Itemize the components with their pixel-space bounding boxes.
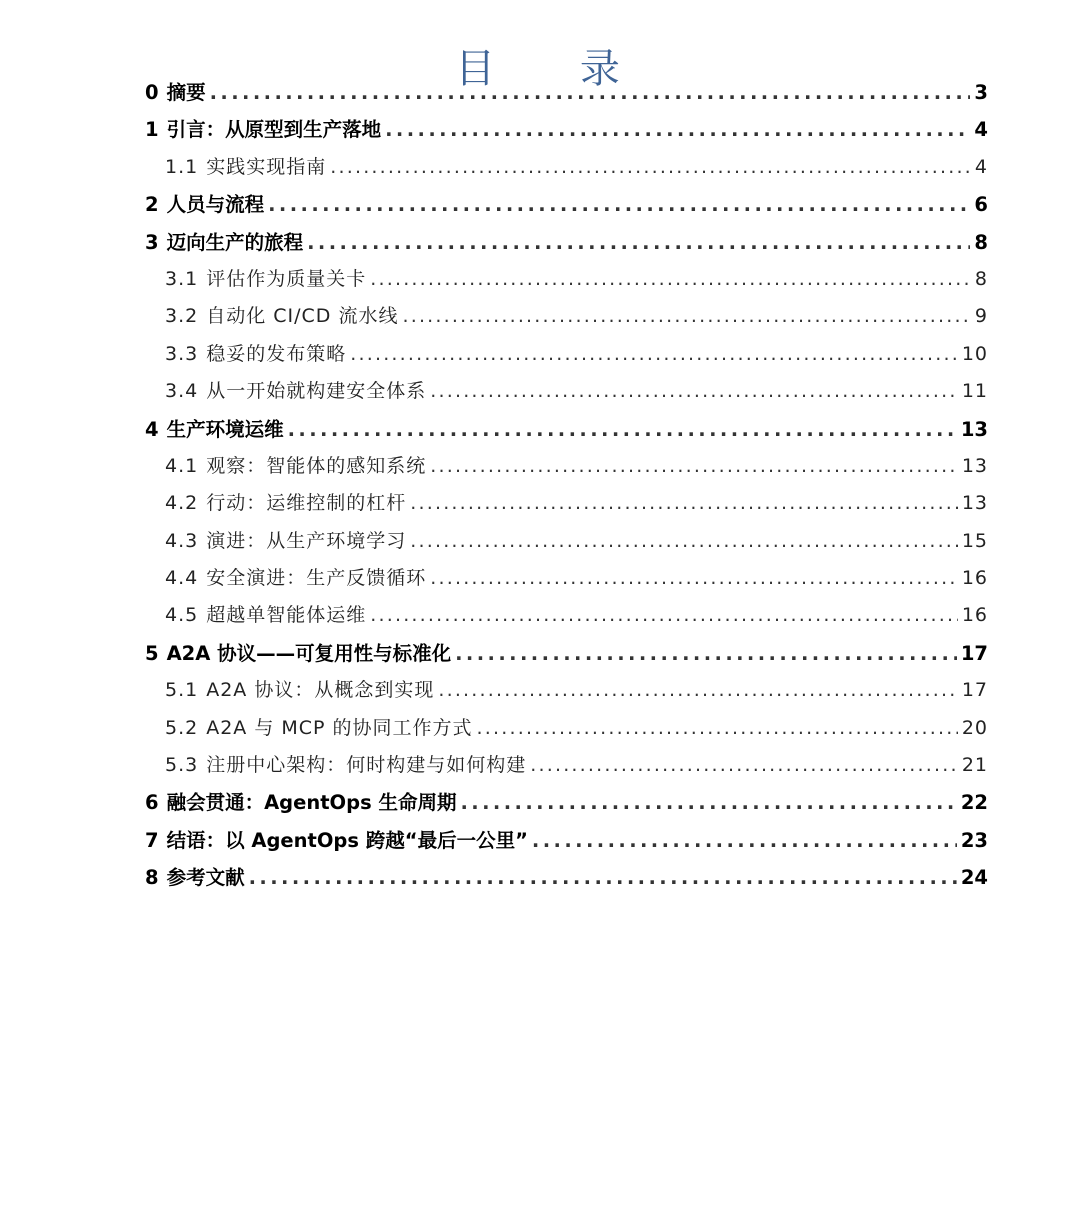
- toc-dot-leader: [288, 411, 957, 448]
- toc-entry-label: [145, 186, 264, 223]
- toc-dot-leader: [455, 635, 957, 672]
- toc-dot-leader: [532, 822, 957, 859]
- toc-entry-page-number: 17: [960, 641, 988, 665]
- toc-entry[interactable]: [145, 448, 988, 485]
- toc-entry[interactable]: [145, 411, 988, 448]
- toc-entry[interactable]: [145, 485, 988, 522]
- toc-entry-number: 4.2: [165, 492, 199, 515]
- toc-dot-leader: [268, 186, 970, 223]
- toc-entry-title: 稳妥的发布策略: [206, 342, 347, 365]
- toc-entry[interactable]: [145, 298, 988, 335]
- toc-entry-page-number: 22: [960, 791, 988, 815]
- toc-entry-title: 演进：从生产环境学习: [206, 529, 407, 552]
- toc-entry-label: [145, 74, 206, 111]
- toc-entry-page-number: 13: [961, 454, 988, 477]
- toc-dot-leader: [461, 784, 957, 821]
- toc-entry[interactable]: [145, 635, 988, 672]
- toc-entry-number: 5.2: [165, 716, 199, 739]
- toc-entry-number: 1.1: [165, 155, 199, 178]
- toc-entry[interactable]: [145, 859, 988, 896]
- toc-entry-number: 4.3: [165, 529, 199, 552]
- toc-entry-page-number: 20: [961, 716, 988, 739]
- toc-entry-page-number: 4: [974, 118, 988, 142]
- toc-entry-label: [165, 597, 366, 634]
- toc-entry[interactable]: [145, 523, 988, 560]
- toc-entry-title: 摘要: [166, 81, 206, 104]
- toc-entry-number: 1: [145, 118, 159, 142]
- toc-entry-title: 参考文献: [166, 866, 245, 890]
- toc-dot-leader: [249, 859, 957, 896]
- toc-entry-title: 从一开始就构建安全体系: [206, 380, 427, 403]
- toc-entry-title: A2A 协议——可复用性与标准化: [166, 641, 452, 665]
- toc-entry-number: 3.3: [165, 342, 199, 365]
- toc-entry-label: [165, 747, 526, 784]
- toc-dot-leader: [370, 261, 971, 298]
- toc-entry-page-number: 6: [974, 193, 988, 217]
- toc-entry[interactable]: [145, 373, 988, 410]
- toc-entry-number: 4.4: [165, 567, 199, 590]
- toc-entry-page-number: 15: [961, 529, 988, 552]
- toc-entry-number: 0: [145, 81, 159, 104]
- toc-entry-page-number: 9: [974, 305, 988, 328]
- toc-entry-label: [145, 224, 303, 261]
- toc-entry-label: [165, 373, 426, 410]
- toc-entry[interactable]: [145, 336, 988, 373]
- toc-dot-leader: [530, 747, 958, 784]
- toc-entry-label: [165, 485, 406, 522]
- toc-dot-leader: [330, 149, 971, 186]
- toc-entry-label: [165, 298, 398, 335]
- toc-entry-title: 融会贯通：AgentOps 生命周期: [166, 791, 457, 815]
- toc-entry-page-number: 13: [961, 492, 988, 515]
- toc-entry-number: 3.1: [165, 267, 199, 290]
- toc-entry-number: 8: [145, 866, 159, 890]
- toc-entry[interactable]: [145, 784, 988, 821]
- toc-entry-number: 5: [145, 641, 159, 665]
- toc-entry[interactable]: [145, 822, 988, 859]
- page-title: 目 录: [455, 45, 656, 92]
- toc-dot-leader: [430, 373, 958, 410]
- toc-entry-title: A2A 与 MCP 的协同工作方式: [206, 716, 473, 739]
- toc-entry-page-number: 23: [960, 828, 988, 852]
- toc-entry-page-number: 3: [974, 81, 988, 104]
- toc-entry[interactable]: [145, 111, 988, 148]
- toc-entry[interactable]: [145, 224, 988, 261]
- toc-dot-leader: [350, 336, 958, 373]
- toc-entry-title: 引言：从原型到生产落地: [166, 118, 382, 142]
- toc-dot-leader: [430, 448, 958, 485]
- toc-entry[interactable]: [145, 672, 988, 709]
- toc-entry-number: 4.1: [165, 454, 199, 477]
- toc-entry-number: 5.3: [165, 754, 199, 777]
- toc-entry-number: 4.5: [165, 604, 199, 627]
- toc-entry-title: A2A 协议：从概念到实现: [206, 679, 435, 702]
- toc-entry-label: [165, 523, 406, 560]
- toc-dot-leader: [402, 298, 970, 335]
- toc-entry-number: 3.4: [165, 380, 199, 403]
- toc-entry-page-number: 17: [961, 679, 988, 702]
- toc-dot-leader: [477, 710, 958, 747]
- toc-entry-number: 7: [145, 828, 159, 852]
- toc-entry-number: 3.2: [165, 305, 199, 328]
- toc-entry-title: 自动化 CI/CD 流水线: [206, 305, 399, 328]
- toc-entry-title: 实践实现指南: [206, 155, 327, 178]
- toc-entry-label: [145, 411, 284, 448]
- toc-entry-title: 迈向生产的旅程: [166, 230, 304, 254]
- toc-entry[interactable]: [145, 597, 988, 634]
- toc-entry-page-number: 13: [960, 417, 988, 441]
- toc-entry-label: [165, 149, 326, 186]
- toc-entry-number: 6: [145, 791, 159, 815]
- toc-entry-label: [165, 710, 473, 747]
- toc-dot-leader: [438, 672, 957, 709]
- toc-entry-title: 人员与流程: [166, 193, 265, 217]
- toc-dot-leader: [410, 485, 958, 522]
- toc-entry-number: 4: [145, 417, 159, 441]
- toc-entry-label: [145, 859, 245, 896]
- toc-entry[interactable]: [145, 747, 988, 784]
- toc-entry-title: 生产环境运维: [166, 417, 284, 441]
- toc-dot-leader: [410, 523, 958, 560]
- toc-entry-page-number: 24: [960, 866, 988, 890]
- table-of-contents: [145, 74, 988, 897]
- toc-entry-page-number: 10: [961, 342, 988, 365]
- toc-entry-title: 行动：运维控制的杠杆: [206, 492, 407, 515]
- toc-entry[interactable]: [145, 186, 988, 223]
- toc-entry-title: 观察：智能体的感知系统: [206, 454, 427, 477]
- toc-entry-label: [145, 635, 451, 672]
- toc-entry[interactable]: [145, 149, 988, 186]
- toc-dot-leader: [385, 111, 970, 148]
- toc-entry-label: [145, 822, 528, 859]
- toc-entry-title: 安全演进：生产反馈循环: [206, 567, 427, 590]
- toc-entry-title: 注册中心架构：何时构建与如何构建: [206, 754, 527, 777]
- toc-entry[interactable]: [145, 74, 988, 111]
- toc-entry[interactable]: [145, 261, 988, 298]
- toc-entry-number: 2: [145, 193, 159, 217]
- toc-entry-label: [165, 448, 426, 485]
- toc-entry-page-number: 4: [974, 155, 988, 178]
- toc-entry-label: [165, 336, 346, 373]
- toc-entry-title: 超越单智能体运维: [206, 604, 367, 627]
- toc-entry-label: [145, 111, 381, 148]
- toc-entry-label: [145, 784, 457, 821]
- toc-entry-label: [165, 560, 426, 597]
- toc-entry-page-number: 16: [961, 567, 988, 590]
- toc-dot-leader: [430, 560, 958, 597]
- toc-entry[interactable]: [145, 710, 988, 747]
- toc-entry-page-number: 8: [974, 267, 988, 290]
- toc-entry-number: 3: [145, 230, 159, 254]
- toc-entry-label: [165, 672, 434, 709]
- toc-entry-page-number: 21: [961, 754, 988, 777]
- toc-entry-number: 5.1: [165, 679, 199, 702]
- toc-dot-leader: [210, 74, 971, 111]
- toc-entry-page-number: 16: [961, 604, 988, 627]
- toc-dot-leader: [370, 597, 958, 634]
- toc-entry-title: 结语：以 AgentOps 跨越“最后一公里”: [166, 828, 528, 852]
- toc-entry-label: [165, 261, 366, 298]
- toc-dot-leader: [307, 224, 970, 261]
- toc-entry-page-number: 8: [974, 230, 988, 254]
- toc-entry-title: 评估作为质量关卡: [206, 267, 367, 290]
- toc-entry[interactable]: [145, 560, 988, 597]
- toc-entry-page-number: 11: [961, 380, 988, 403]
